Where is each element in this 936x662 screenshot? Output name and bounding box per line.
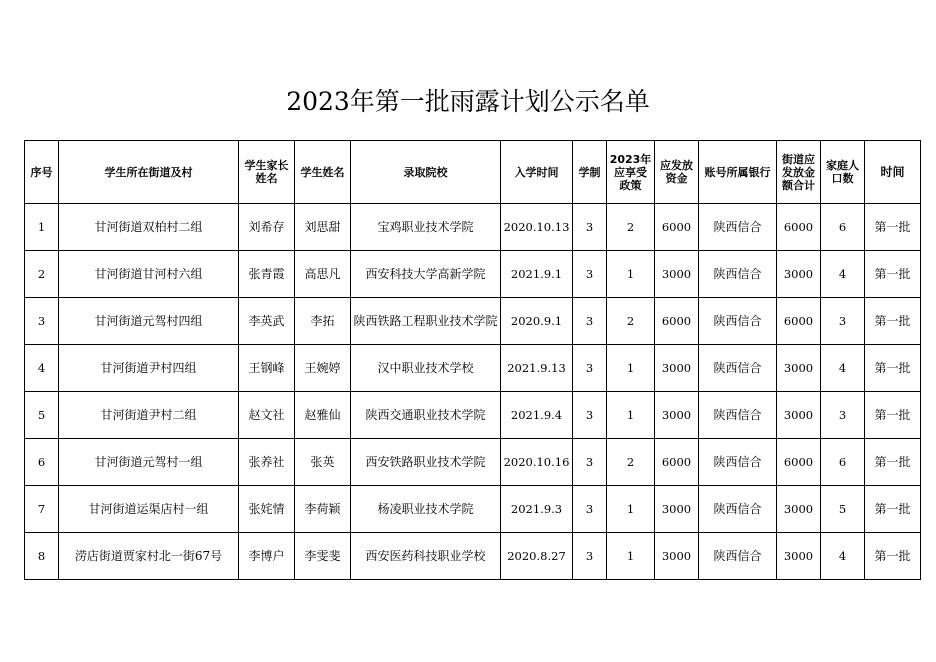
- table-row: [25, 439, 921, 486]
- cell-parent: 张养社: [239, 439, 295, 486]
- cell-school: 杨凌职业技术学院: [351, 486, 501, 533]
- cell-family: 4: [821, 533, 865, 580]
- cell-fund: 3000: [655, 486, 699, 533]
- cell-parent: 王钢峰: [239, 345, 295, 392]
- cell-school: 西安科技大学高新学院: [351, 251, 501, 298]
- cell-total: 6000: [777, 298, 821, 345]
- table-row: [25, 298, 921, 345]
- cell-total: 6000: [777, 204, 821, 251]
- cell-fund: 3000: [655, 392, 699, 439]
- cell-seq: 4: [25, 345, 59, 392]
- col-family: 家庭人口数: [821, 141, 865, 204]
- cell-seq: 2: [25, 251, 59, 298]
- cell-bank: 陕西信合: [699, 251, 777, 298]
- cell-student: 赵雅仙: [295, 392, 351, 439]
- table-row: [25, 204, 921, 251]
- cell-location: 甘河街道元驾村一组: [59, 439, 239, 486]
- col-years: 学制: [573, 141, 607, 204]
- cell-years: 3: [573, 486, 607, 533]
- cell-years: 3: [573, 392, 607, 439]
- cell-fund: 3000: [655, 251, 699, 298]
- cell-years: 3: [573, 298, 607, 345]
- cell-fund: 6000: [655, 439, 699, 486]
- cell-enroll: 2020.10.13: [501, 204, 573, 251]
- cell-fund: 6000: [655, 298, 699, 345]
- cell-enroll: 2020.10.16: [501, 439, 573, 486]
- cell-batch: 第一批: [865, 392, 921, 439]
- cell-location: 甘河街道甘河村六组: [59, 251, 239, 298]
- cell-family: 3: [821, 392, 865, 439]
- cell-batch: 第一批: [865, 439, 921, 486]
- cell-enroll: 2020.9.1: [501, 298, 573, 345]
- cell-seq: 5: [25, 392, 59, 439]
- cell-fund: 3000: [655, 345, 699, 392]
- cell-parent: 李博户: [239, 533, 295, 580]
- table-row: [25, 533, 921, 580]
- cell-school: 陕西铁路工程职业技术学院: [351, 298, 501, 345]
- cell-policy: 2: [607, 204, 655, 251]
- cell-parent: 张姹情: [239, 486, 295, 533]
- cell-batch: 第一批: [865, 345, 921, 392]
- cell-location: 甘河街道运渠店村一组: [59, 486, 239, 533]
- col-fund: 应发放资金: [655, 141, 699, 204]
- cell-fund: 3000: [655, 533, 699, 580]
- cell-parent: 刘希存: [239, 204, 295, 251]
- col-seq: 序号: [25, 141, 59, 204]
- cell-seq: 6: [25, 439, 59, 486]
- col-location: 学生所在街道及村: [59, 141, 239, 204]
- cell-bank: 陕西信合: [699, 533, 777, 580]
- table-row: [25, 345, 921, 392]
- cell-seq: 1: [25, 204, 59, 251]
- cell-school: 陕西交通职业技术学院: [351, 392, 501, 439]
- cell-years: 3: [573, 345, 607, 392]
- table-row: [25, 251, 921, 298]
- cell-total: 3000: [777, 533, 821, 580]
- cell-school: 宝鸡职业技术学院: [351, 204, 501, 251]
- cell-student: 刘思甜: [295, 204, 351, 251]
- cell-fund: 6000: [655, 204, 699, 251]
- cell-policy: 1: [607, 345, 655, 392]
- cell-parent: 赵文社: [239, 392, 295, 439]
- cell-location: 涝店街道贾家村北一街67号: [59, 533, 239, 580]
- cell-family: 5: [821, 486, 865, 533]
- cell-policy: 1: [607, 486, 655, 533]
- cell-total: 3000: [777, 251, 821, 298]
- cell-batch: 第一批: [865, 533, 921, 580]
- col-enroll: 入学时间: [501, 141, 573, 204]
- cell-family: 6: [821, 204, 865, 251]
- cell-total: 3000: [777, 486, 821, 533]
- cell-parent: 张青霞: [239, 251, 295, 298]
- cell-location: 甘河街道元驾村四组: [59, 298, 239, 345]
- cell-policy: 1: [607, 533, 655, 580]
- cell-school: 西安铁路职业技术学院: [351, 439, 501, 486]
- cell-bank: 陕西信合: [699, 486, 777, 533]
- cell-total: 3000: [777, 345, 821, 392]
- cell-family: 6: [821, 439, 865, 486]
- col-student: 学生姓名: [295, 141, 351, 204]
- cell-parent: 李英武: [239, 298, 295, 345]
- cell-batch: 第一批: [865, 298, 921, 345]
- cell-student: 王婉婷: [295, 345, 351, 392]
- cell-student: 李拓: [295, 298, 351, 345]
- col-parent: 学生家长姓名: [239, 141, 295, 204]
- roster-table: [24, 140, 921, 580]
- col-bank: 账号所属银行: [699, 141, 777, 204]
- cell-policy: 2: [607, 439, 655, 486]
- cell-bank: 陕西信合: [699, 439, 777, 486]
- table-row: [25, 486, 921, 533]
- cell-location: 甘河街道双柏村二组: [59, 204, 239, 251]
- cell-enroll: 2020.8.27: [501, 533, 573, 580]
- col-school: 录取院校: [351, 141, 501, 204]
- cell-policy: 1: [607, 251, 655, 298]
- cell-family: 4: [821, 251, 865, 298]
- cell-total: 3000: [777, 392, 821, 439]
- table-row: [25, 392, 921, 439]
- cell-years: 3: [573, 204, 607, 251]
- cell-enroll: 2021.9.13: [501, 345, 573, 392]
- cell-location: 甘河街道尹村四组: [59, 345, 239, 392]
- cell-batch: 第一批: [865, 204, 921, 251]
- cell-student: 张英: [295, 439, 351, 486]
- cell-years: 3: [573, 251, 607, 298]
- cell-batch: 第一批: [865, 486, 921, 533]
- cell-enroll: 2021.9.4: [501, 392, 573, 439]
- cell-bank: 陕西信合: [699, 298, 777, 345]
- cell-bank: 陕西信合: [699, 392, 777, 439]
- cell-student: 高思凡: [295, 251, 351, 298]
- page-title: 2023年第一批雨露计划公示名单: [286, 87, 650, 116]
- cell-years: 3: [573, 533, 607, 580]
- col-policy: 2023年应享受政策: [607, 141, 655, 204]
- cell-school: 西安医药科技职业学校: [351, 533, 501, 580]
- cell-student: 李荷颖: [295, 486, 351, 533]
- cell-seq: 8: [25, 533, 59, 580]
- cell-enroll: 2021.9.3: [501, 486, 573, 533]
- cell-enroll: 2021.9.1: [501, 251, 573, 298]
- cell-family: 4: [821, 345, 865, 392]
- cell-seq: 3: [25, 298, 59, 345]
- cell-total: 6000: [777, 439, 821, 486]
- cell-batch: 第一批: [865, 251, 921, 298]
- cell-location: 甘河街道尹村二组: [59, 392, 239, 439]
- cell-seq: 7: [25, 486, 59, 533]
- table-header-row: [25, 141, 921, 204]
- col-batch: 时间: [865, 141, 921, 204]
- cell-policy: 1: [607, 392, 655, 439]
- cell-bank: 陕西信合: [699, 345, 777, 392]
- col-total: 街道应发放金额合计: [777, 141, 821, 204]
- cell-policy: 2: [607, 298, 655, 345]
- cell-bank: 陕西信合: [699, 204, 777, 251]
- cell-family: 3: [821, 298, 865, 345]
- cell-school: 汉中职业技术学校: [351, 345, 501, 392]
- cell-student: 李雯斐: [295, 533, 351, 580]
- cell-years: 3: [573, 439, 607, 486]
